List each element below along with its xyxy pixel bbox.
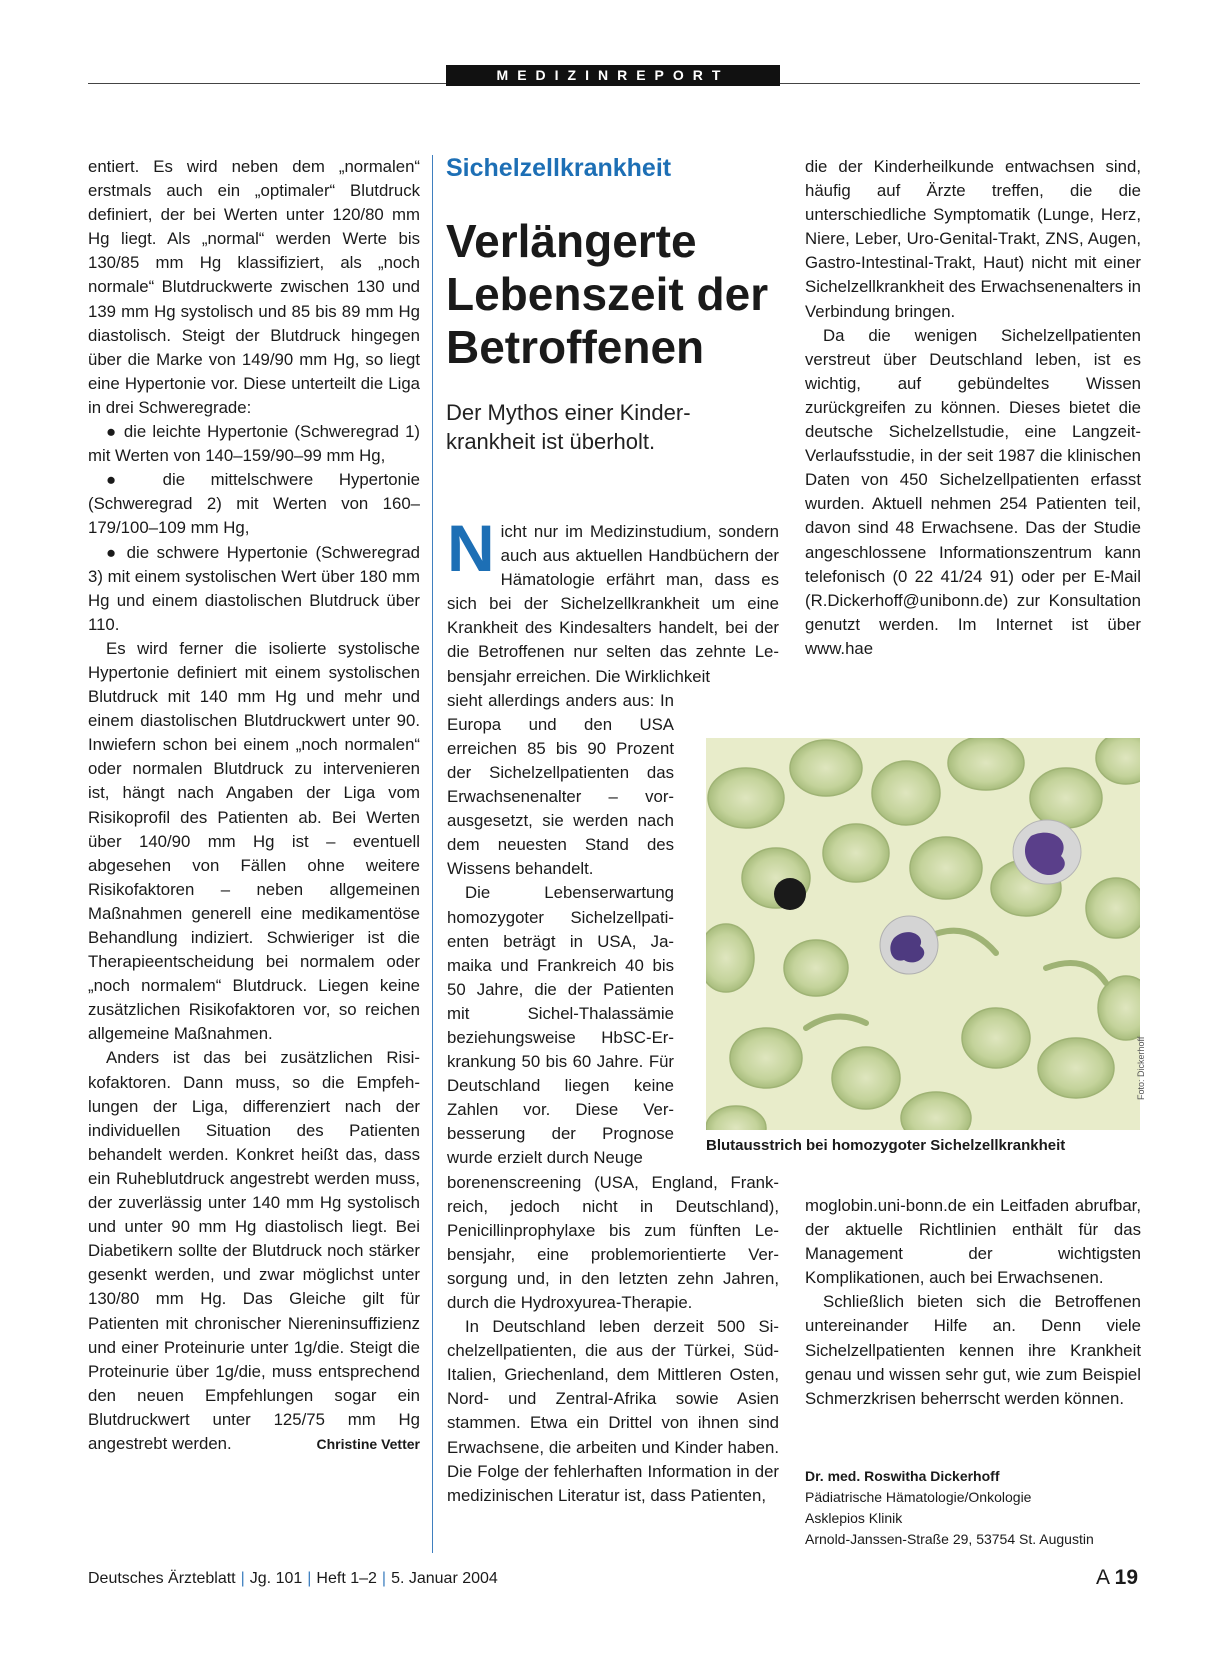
photo-credit: Foto: Dickerhoff [1136,1036,1146,1100]
author-address: Arnold-Janssen-Straße 29, 53754 St. Augustin [805,1531,1094,1547]
footer-separator: | [381,1570,387,1587]
paragraph: moglobin.uni-bonn.de ein Leitfaden abrufbar, der aktuelle Richtlinien enthält für das Management der wichtigsten Komplikationen, auch bei Erwachsenen. [805,1196,1141,1288]
paragraph: sieht allerdings anders aus: In Europa und den USA erreichen 85 bis 90 Prozent der Sichelzellpatienten das Erwachsenenalter – vorausgesetzt, sie werden nach dem neuesten Stand des Wissens behandelt. [447,690,674,879]
topic-label: Sichelzellkrankheit [446,154,672,182]
footer-separator: | [307,1570,312,1587]
paragraph: borenenscreening (USA, England, Frankreich, jedoch nicht in Deutschland), Penicillinprophylaxe bis zum fünften Lebensjahr, eine problemorientierte Versorgung und, in den letzten zehn Jahren, durch die Hydroxyurea-Therapie. [447,1172,779,1312]
paragraph: die der Kinderheilkunde entwachsen sind, häufig auf Ärzte treffen, die die unterschiedliche Symptomatik (Lunge, Herz, Niere, Leber, Uro-Genital-Trakt, ZNS, Augen, Gastro-Intestinal-Trakt, Haut) nicht mit einer Sichelzellkrankheit des Erwachsenenalters in Verbindung bringen. [805,157,1141,321]
bullet-item: ● die mittelschwere Hypertonie (Schweregrad 2) mit Werten von 160–179/100–109 mm Hg, [88,470,420,538]
drop-cap: N [447,511,495,585]
paragraph: Schließlich bieten sich die Betroffenen untereinander Hilfe an. Denn viele Sichelzellpatienten kennen ihre Krankheit genau und wissen sehr gut, wie zum Beispiel Schmerzkrisen beherrscht werden können. [805,1292,1141,1408]
volume: Jg. 101 [249,1570,303,1587]
blood-smear-image [706,738,1140,1130]
paragraph: Es wird ferner die isolierte systolische Hypertonie definiert mit einem systolischen Blutdruck mit 140 mm Hg und mehr und einem diastolischen Blutdruckwert unter 90. Inwiefern schon bei einem „noch normalen“ oder normalen Blutdruck zu intervenieren ist, hängt nach Angaben der Liga vom Risikoprofil des Patienten ab. Bei Werten über 140/90 mm Hg ist – eventuell abgesehen von Fällen ohne weitere Risikofaktoren – neben allgemeinen Maßnahmen generell eine medikamentöse Behandlung indiziert. Schwieriger ist die Therapieentscheidung bei normalem oder „noch normalem“ Blutdruck. Liegen keine zusätzlichen Risikofaktoren vor, so reichen allgemeine Maßnahmen. [88,638,420,1044]
author-block [805,1466,1094,1550]
bullet-item: ● die schwere Hypertonie (Schweregrad 3) mit einem systolischen Wert über 180 mm Hg und einem diastolischen Blutdruck über 110. [88,542,420,634]
subheadline: Der Mythos einer Kinderkrankheit ist überholt. [446,400,691,454]
page-prefix: A [1095,1566,1109,1589]
paragraph: entiert. Es wird neben dem „normalen“ erstmals auch ein „optimaler“ Blutdruck definiert, der bei Werten unter 120/80 mm Hg liegt. Als „normal“ werden Werte bis 130/85 mm Hg klassifiziert, als „noch normale“ Blutdruckwerte zwischen 130 und 139 mm Hg systolisch und 85 bis 89 mm Hg diastolisch. Steigt der Blutdruck hingegen über die Marke von 149/90 mm Hg, so liegt eine Hypertonie vor. Diese unterteilt die Liga in drei Schweregrade: [88,157,420,417]
author-clinic: Asklepios Klinik [805,1510,903,1526]
photo-caption: Blutausstrich bei homozygoter Sichelzellkrankheit [706,1137,1066,1154]
column-right-top [805,155,1141,725]
column-left [88,155,420,1555]
issue: Heft 1–2 [316,1570,377,1587]
paragraph: In Deutschland leben derzeit 500 Sichelzellpatienten, die aus der Türkei, Süd-Italien, Griechenland, dem Mittleren Osten, Nord- und Zentral-Afrika sowie Asien stammen. Etwa ein Drittel von ihnen sind Erwachsene, die arbeiten und Kinder haben. Die Folge der fehlerhaften Information in der medizinischen Literatur ist, dass Patienten, [447,1317,779,1505]
paragraph-text: Anders ist das bei zusätzlichen Risikofaktoren. Dann muss, so die Empfehlungen der Liga, differenziert nach der individuellen Situation des Patienten behandelt werden. Konkret heißt das, dass ein Ruheblutdruck angestrebt werden muss, der zuverlässig unter 140 mm Hg systolisch und unter 90 mm Hg diastolisch liegt. Bei Diabetikern sollte der Blutdruck noch stärker gesenkt werden, und zwar möglichst unter 130/80 mm Hg. Das Gleiche gilt für Patienten mit chronischer Niereninsuffizienz und einer Proteinurie unter 1g/die. Steigt die Proteinurie über 1g/die, muss entsprechend den neuen Empfehlungen sogar ein Blutdruckwert unter 125/75 mm Hg angestrebt werden. [88,1048,420,1453]
paragraph: Die Lebenserwartung homozygoter Sichelzellpatienten beträgt in USA, Jamaika und Frankreich 40 bis 50 Jahre, die der Patienten mit Sichel-Thalassämie beziehungsweise HbSC-Erkrankung 50 bis 60 Jahre. Für Deutschland liegen keine Zahlen vor. Diese Verbesserung der Prognose wurde erzielt durch Neuge [447,883,674,1168]
paragraph [88,1046,420,1456]
column-divider [432,155,433,1553]
journal-name: Deutsches Ärzteblatt [88,1570,236,1587]
column-right-bottom [805,1194,1141,1454]
footer [88,1570,498,1588]
page-number-value: 19 [1114,1566,1138,1589]
author-affiliation: Pädiatrische Hämatologie/Onkologie [805,1489,1032,1505]
blood-smear-photo [706,738,1140,1130]
footer-separator: | [240,1570,245,1587]
paragraph-text: icht nur im Medizinstudium, sondern auch aus aktuellen Handbüchern der Hämatologie erfährt man, dass es sich bei der Sichelzellkrankheit um eine Krankheit des Kindesalters handelt, bei der die Betroffenen nur selten das zehnte Lebensjahr erreichen. Die Wirklichkeit [447,522,779,686]
author-signature: Christine Vetter [316,1435,420,1452]
bullet-item: ● die leichte Hypertonie (Schweregrad 1) mit Werten von 140–159/90–99 mm Hg, [88,422,420,466]
issue-date: 5. Januar 2004 [391,1570,498,1587]
paragraph: Da die wenigen Sichelzellpatienten verstreut über Deutschland leben, ist es wichtig, auf gebündeltes Wissen zurückgreifen zu können. Dieses bietet die deutsche Sichelzellstudie, eine Langzeit-Verlaufsstudie, in der seit 1987 die klinischen Daten von 450 Sichelzellpatienten erfasst wurden. Aktuell nehmen 254 Patienten teil, davon sind 48 Erwachsene. Das der Studie angeschlossene Informationszentrum kann telefonisch (0 22 41/24 91) oder per E-Mail (R.Dickerhoff@unibonn.de) zur Konsultation genutzt werden. Im Internet ist über www.hae [805,325,1141,658]
author-name: Dr. med. Roswitha Dickerhoff [805,1468,1000,1484]
page-number [1096,1566,1138,1590]
section-label: MEDIZINREPORT [446,65,780,86]
headline: Verlängerte Lebenszeit der Betroffenen [446,215,769,373]
paragraph [447,511,779,689]
